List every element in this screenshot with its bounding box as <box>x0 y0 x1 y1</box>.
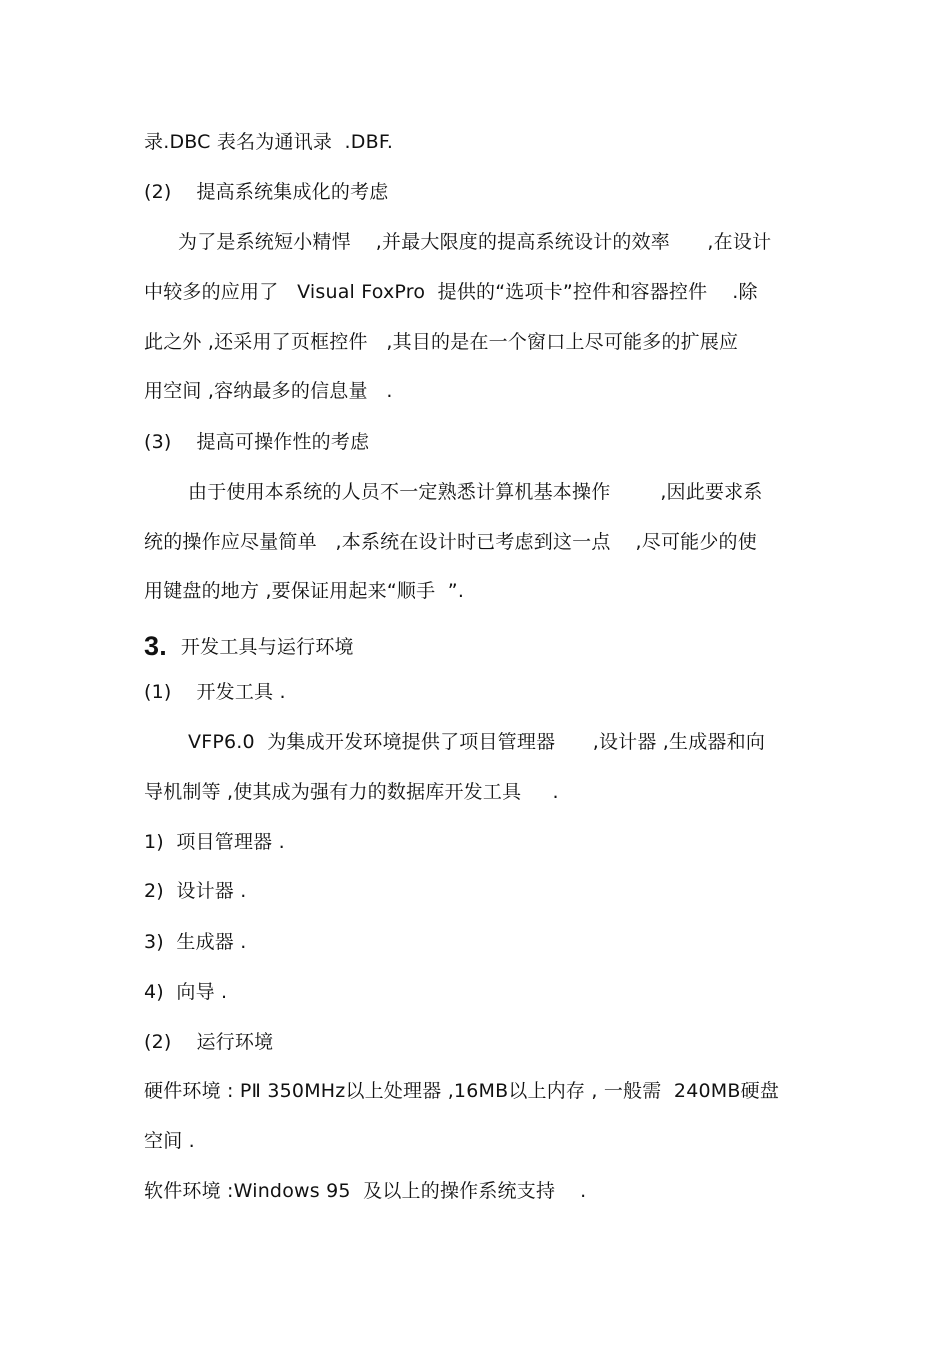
text-line-1: 录.DBC 表名为通讯录 .DBF. <box>144 131 394 153</box>
list-item-2: 2) 设计器 . <box>144 880 247 902</box>
subheading-3: (3) 提高可操作性的考虑 <box>144 431 370 453</box>
paragraph-line-6: 统的操作应尽量简单 ,本系统在设计时已考虑到这一点 ,尽可能少的使 <box>144 531 757 553</box>
subheading-runtime: (2) 运行环境 <box>144 1031 274 1053</box>
paragraph-line-7: 用键盘的地方 ,要保证用起来“顺手 ”. <box>144 580 465 602</box>
list-item-1: 1) 项目管理器 . <box>144 831 285 853</box>
list-item-4: 4) 向导 . <box>144 981 228 1003</box>
hardware-line-1: 硬件环境 : PⅡ 350MHz以上处理器 ,16MB以上内存 , 一般需 240MB硬盘 <box>144 1080 780 1102</box>
hardware-line-2: 空间 . <box>144 1130 195 1152</box>
paragraph-line-1: 为了是系统短小精悍 ,并最大限度的提高系统设计的效率 ,在设计 <box>178 231 772 253</box>
paragraph-line-5: 由于使用本系统的人员不一定熟悉计算机基本操作 ,因此要求系 <box>188 481 763 503</box>
section-heading <box>144 633 354 660</box>
subheading-dev-tools: (1) 开发工具 . <box>144 681 286 703</box>
paragraph-line-9: 导机制等 ,使其成为强有力的数据库开发工具 . <box>144 781 559 803</box>
paragraph-line-2: 中较多的应用了 Visual FoxPro 提供的“选项卡”控件和容器控件 .除 <box>144 281 758 303</box>
subheading-2: (2) 提高系统集成化的考虑 <box>144 181 389 203</box>
section-title: 开发工具与运行环境 <box>180 636 354 658</box>
software-line: 软件环境 :Windows 95 及以上的操作系统支持 . <box>144 1180 587 1202</box>
paragraph-line-8: VFP6.0 为集成开发环境提供了项目管理器 ,设计器 ,生成器和向 <box>188 731 766 753</box>
paragraph-line-3: 此之外 ,还采用了页框控件 ,其目的是在一个窗口上尽可能多的扩展应 <box>144 331 739 353</box>
list-item-3: 3) 生成器 . <box>144 931 247 953</box>
section-number: 3. <box>144 631 167 661</box>
paragraph-line-4: 用空间 ,容纳最多的信息量 . <box>144 380 393 402</box>
